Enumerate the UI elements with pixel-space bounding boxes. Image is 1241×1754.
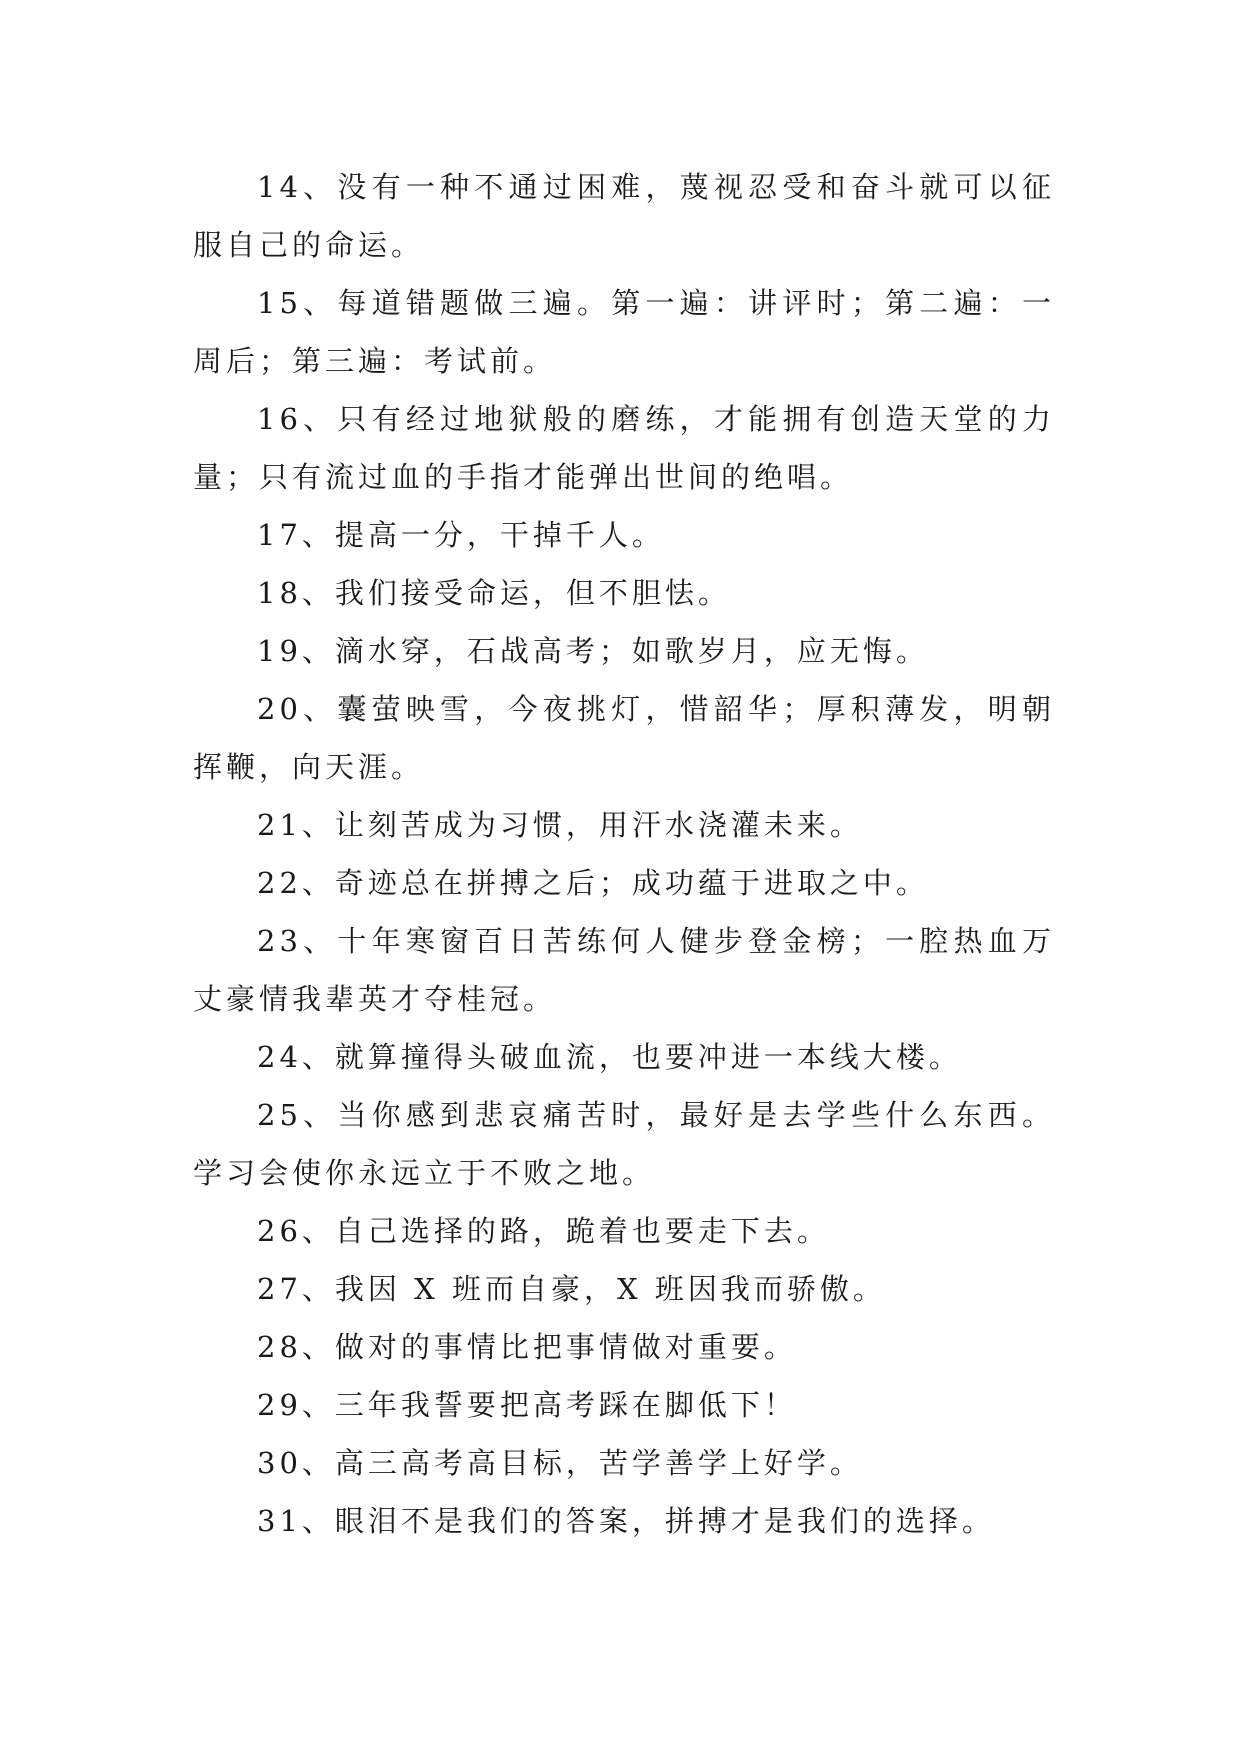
paragraph-30: 30、高三高考高目标，苦学善学上好学。: [257, 1446, 863, 1480]
paragraph-16: 16、只有经过地狱般的磨练，才能拥有创造天堂的力量；只有流过血的手指才能弹出世间的绝唱。: [193, 402, 1055, 494]
paragraph-18: 18、我们接受命运，但不胆怯。: [257, 576, 731, 610]
paragraph-28: 28、做对的事情比把事情做对重要。: [257, 1330, 797, 1364]
paragraph-15: 15、每道错题做三遍。第一遍：讲评时；第二遍：一周后；第三遍：考试前。: [193, 286, 1055, 378]
paragraph-14: 14、没有一种不通过困难，蔑视忍受和奋斗就可以征服自己的命运。: [193, 170, 1055, 262]
paragraph-24: 24、就算撞得头破血流，也要冲进一本线大楼。: [257, 1040, 962, 1074]
paragraph-23: 23、十年寒窗百日苦练何人健步登金榜；一腔热血万丈豪情我辈英才夺桂冠。: [193, 924, 1055, 1016]
paragraph-19: 19、滴水穿，石战高考；如歌岁月，应无悔。: [257, 634, 929, 668]
paragraph-21: 21、让刻苦成为习惯，用汗水浇灌未来。: [257, 808, 863, 842]
paragraph-31: 31、眼泪不是我们的答案，拼搏才是我们的选择。: [257, 1504, 995, 1538]
paragraph-17: 17、提高一分，干掉千人。: [257, 518, 665, 552]
paragraph-22: 22、奇迹总在拼搏之后；成功蕴于进取之中。: [257, 866, 929, 900]
paragraph-26: 26、自己选择的路，跪着也要走下去。: [257, 1214, 830, 1248]
paragraph-27: 27、我因 X 班而自豪，X 班因我而骄傲。: [257, 1272, 886, 1306]
paragraph-25: 25、当你感到悲哀痛苦时，最好是去学些什么东西。学习会使你永远立于不败之地。: [193, 1098, 1055, 1190]
paragraph-20: 20、囊萤映雪，今夜挑灯，惜韶华；厚积薄发，明朝挥鞭，向天涯。: [193, 692, 1055, 784]
paragraph-29: 29、三年我誓要把高考踩在脚低下！: [257, 1388, 797, 1422]
document-body: [193, 158, 1055, 1550]
